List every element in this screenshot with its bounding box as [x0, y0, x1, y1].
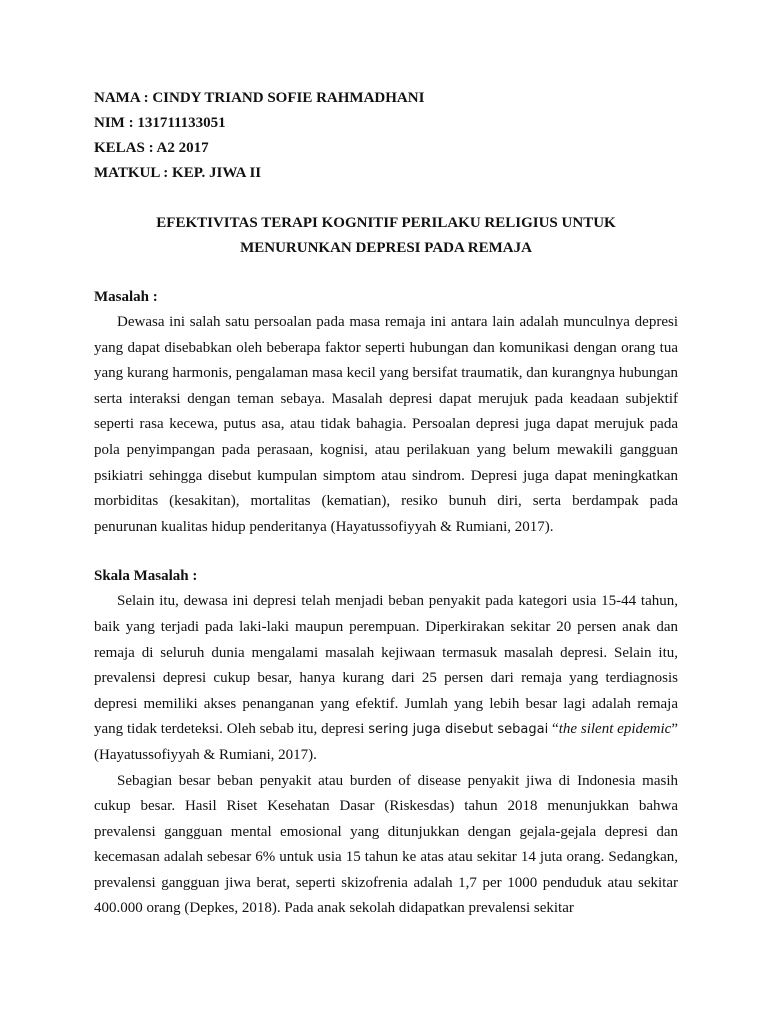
document-title [94, 211, 678, 261]
skala-p1-text: Selain itu, dewasa ini depresi telah menjadi beban penyakit pada kategori usia 15-44 tahun, baik yang terjadi pada laki-laki maupun perempuan. Diperkirakan sekitar 20 persen anak dan remaja di seluruh dunia mengalami masalah kejiwaan termasuk masalah depresi. Selain itu, prevalensi depresi cukup besar, hanya kurang dari 25 persen dari remaja yang terdiagnosis depresi memiliki akses penanganan yang efektif. Jumlah yang lebih besar lagi adalah remaja yang tidak terdeteksi. Oleh sebab itu, depresi [94, 593, 678, 738]
title-line-2: MENURUNKAN DEPRESI PADA REMAJA [240, 240, 532, 256]
student-name: NAMA : CINDY TRIAND SOFIE RAHMADHANI [94, 90, 425, 106]
skala-heading: Skala Masalah : [94, 568, 198, 585]
skala-p1-citation: ” (Hayatussofiyyah & Rumiani, 2017). [94, 721, 678, 763]
title-line-1: EFEKTIVITAS TERAPI KOGNITIF PERILAKU RELIGIUS UNTUK [156, 215, 616, 231]
skala-paragraph-2: Sebagian besar beban penyakit atau burden of disease penyakit jiwa di Indonesia masih cukup besar. Hasil Riset Kesehatan Dasar (Riskesdas) tahun 2018 menunjukkan bahwa prevalensi gangguan mental emosional yang ditunjukkan dengan gejala-gejala depresi dan kecemasan adalah sebesar 6% untuk usia 15 tahun ke atas atau sekitar 14 juta orang. Sedangkan, prevalensi gangguan jiwa berat, seperti skizofrenia adalah 1,7 per 1000 penduduk atau sekitar 400.000 orang (Depkes, 2018). Pada anak sekolah didapatkan prevalensi sekitar [94, 772, 678, 917]
masalah-paragraph: Dewasa ini salah satu persoalan pada masa remaja ini antara lain adalah munculnya depresi yang dapat disebabkan oleh beberapa faktor seperti hubungan dan komunikasi dengan orang tua yang kurang harmonis, pengalaman masa kecil yang bersifat traumatik, dan kurangnya hubungan serta interaksi dengan teman sebaya. Masalah depresi dapat merujuk pada keadaan subjektif seperti rasa kecewa, putus asa, atau tidak bahagia. Persoalan depresi juga dapat merujuk pada pola penyimpangan pada perasaan, kognisi, atau perilakuan yang belum mewakili gangguan psikiatri sehingga disebut kumpulan simptom atau sindrom. Depresi juga dapat meningkatkan morbiditas (kesakitan), mortalitas (kematian), resiko bunuh diri, serta berdampak pada penurunan kualitas hidup penderitanya (Hayatussofiyyah & Rumiani, 2017). [94, 314, 678, 535]
skala-p1-phrase: sering juga disebut sebagai [368, 722, 549, 738]
document-page [94, 86, 678, 922]
student-nim: NIM : 131711133051 [94, 115, 226, 131]
course-name: MATKUL : KEP. JIWA II [94, 165, 262, 181]
masalah-heading: Masalah : [94, 289, 158, 305]
skala-p1-italic: the silent epidemic [558, 721, 672, 738]
skala-paragraph-1 [94, 589, 678, 768]
student-info [94, 86, 678, 186]
skala-p1-quote-open: “ [548, 721, 559, 738]
student-class: KELAS : A2 2017 [94, 140, 209, 156]
